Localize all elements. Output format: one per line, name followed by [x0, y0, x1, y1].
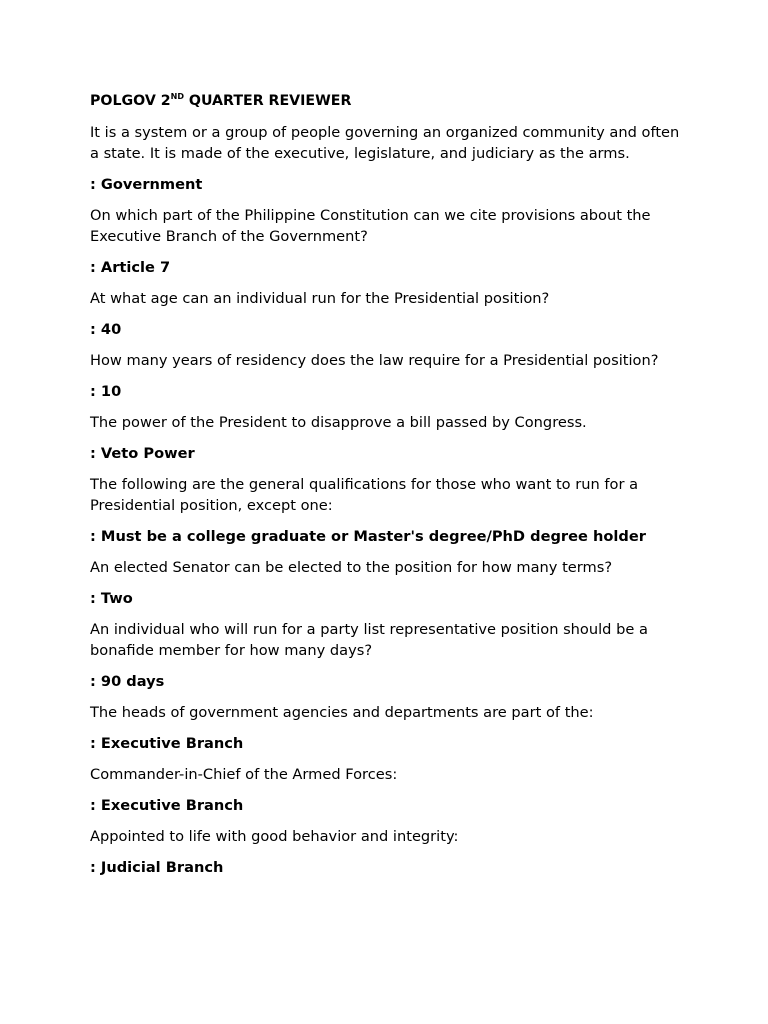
question-text: The following are the general qualifications for those who want to run for a Presidential position, except one: [90, 476, 639, 514]
answer-text: : Veto Power [90, 445, 195, 462]
title-superscript: ND [170, 92, 184, 101]
qa-item [90, 764, 690, 816]
answer-text: : Government [90, 176, 203, 193]
qa-item [90, 619, 690, 692]
title-prefix: POLGOV 2 [90, 93, 171, 109]
document-title [90, 91, 690, 111]
answer-text: : Two [90, 590, 133, 607]
qa-item [90, 702, 690, 754]
qa-item [90, 412, 690, 464]
document-page [90, 91, 690, 888]
qa-item [90, 557, 690, 609]
answer-text: : Article 7 [90, 259, 171, 276]
answer-text: : Executive Branch [90, 735, 244, 752]
question-text: The heads of government agencies and departments are part of the: [90, 704, 594, 721]
qa-item [90, 350, 690, 402]
question-text: The power of the President to disapprove a bill passed by Congress. [90, 414, 587, 431]
qa-item [90, 288, 690, 340]
answer-text: : Judicial Branch [90, 859, 224, 876]
answer-text: : 90 days [90, 673, 165, 690]
answer-text: : Must be a college graduate or Master's degree/PhD degree holder [90, 528, 646, 545]
question-text: How many years of residency does the law require for a Presidential position? [90, 352, 659, 369]
qa-item [90, 474, 690, 547]
answer-text: : 40 [90, 321, 122, 338]
question-text: On which part of the Philippine Constitution can we cite provisions about the Executive Branch of the Government? [90, 207, 651, 245]
answer-text: : 10 [90, 383, 122, 400]
answer-text: : Executive Branch [90, 797, 244, 814]
question-text: An elected Senator can be elected to the position for how many terms? [90, 559, 613, 576]
title-suffix: QUARTER REVIEWER [183, 93, 352, 109]
qa-item [90, 122, 690, 195]
qa-item [90, 826, 690, 878]
question-text: At what age can an individual run for the Presidential position? [90, 290, 550, 307]
question-text: Appointed to life with good behavior and integrity: [90, 828, 459, 845]
qa-item [90, 205, 690, 278]
question-text: It is a system or a group of people governing an organized community and often a state. It is made of the executive, legislature, and judiciary as the arms. [90, 124, 680, 162]
question-text: Commander-in-Chief of the Armed Forces: [90, 766, 398, 783]
question-text: An individual who will run for a party list representative position should be a bonafide member for how many days? [90, 621, 648, 659]
